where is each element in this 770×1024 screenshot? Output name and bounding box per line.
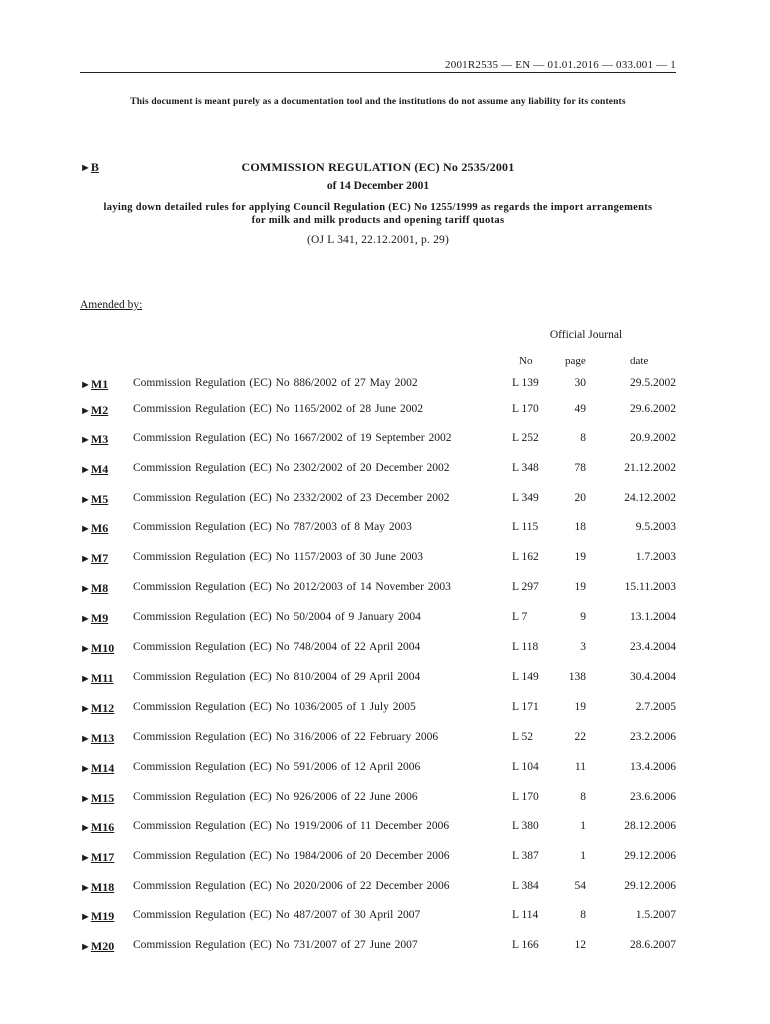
amendment-row [80, 521, 676, 537]
oj-number: L 252 [512, 432, 539, 444]
marker-code: M2 [90, 403, 109, 417]
amendment-description: Commission Regulation (EC) No 748/2004 of 22 April 2004 [133, 641, 421, 653]
official-journal-heading: Official Journal [549, 329, 623, 341]
oj-date: 29.12.2006 [624, 880, 676, 892]
oj-date: 30.4.2004 [630, 671, 676, 683]
amendment-description: Commission Regulation (EC) No 2332/2002 of 23 December 2002 [133, 492, 450, 504]
amendment-marker[interactable] [80, 761, 114, 776]
amendment-description: Commission Regulation (EC) No 1667/2002 of 19 September 2002 [133, 432, 452, 444]
amendment-row [80, 671, 676, 687]
amendment-marker[interactable] [80, 492, 108, 507]
marker-code: M13 [90, 731, 115, 745]
oj-number: L 118 [512, 641, 539, 653]
marker-code: M3 [90, 432, 109, 446]
amendment-row [80, 641, 676, 657]
document-reference: 2001R2535 — EN — 01.01.2016 — 033.001 — 1 [445, 59, 676, 71]
oj-number: L 170 [512, 791, 539, 803]
amendment-description: Commission Regulation (EC) No 1984/2006 of 20 December 2006 [133, 850, 450, 862]
amendment-row [80, 909, 676, 925]
amended-by-heading: Amended by: [80, 299, 143, 311]
marker-arrow-icon: ► [80, 882, 91, 894]
amendment-marker[interactable] [80, 880, 114, 895]
amendment-description: Commission Regulation (EC) No 731/2007 of 27 June 2007 [133, 939, 418, 951]
oj-page: 8 [580, 432, 586, 444]
oj-page: 12 [574, 939, 586, 951]
oj-date: 20.9.2002 [630, 432, 676, 444]
oj-date: 15.11.2003 [624, 581, 676, 593]
oj-page: 19 [574, 701, 586, 713]
oj-number: L 387 [512, 850, 539, 862]
amendment-row [80, 377, 676, 393]
oj-number: L 171 [512, 701, 539, 713]
oj-page: 30 [574, 377, 586, 389]
oj-date: 24.12.2002 [624, 492, 676, 504]
amendment-row [80, 492, 676, 508]
oj-page: 20 [574, 492, 586, 504]
oj-date: 28.12.2006 [624, 820, 676, 832]
amendment-marker[interactable] [80, 377, 108, 392]
regulation-title: COMMISSION REGULATION (EC) No 2535/2001 [241, 160, 515, 174]
amendment-description: Commission Regulation (EC) No 1157/2003 of 30 June 2003 [133, 551, 423, 563]
amendment-description: Commission Regulation (EC) No 316/2006 of 22 February 2006 [133, 731, 439, 743]
marker-code: M6 [90, 521, 109, 535]
amendment-marker[interactable] [80, 939, 114, 954]
amendment-marker[interactable] [80, 791, 114, 806]
marker-code: M4 [90, 462, 109, 476]
marker-arrow-icon: ► [80, 793, 91, 805]
amendment-description: Commission Regulation (EC) No 1036/2005 of 1 July 2005 [133, 701, 416, 713]
oj-date: 29.6.2002 [630, 403, 676, 415]
marker-arrow-icon: ► [80, 763, 91, 775]
marker-arrow-icon: ► [80, 464, 91, 476]
amendment-row [80, 850, 676, 866]
oj-number: L 52 [512, 731, 533, 743]
amendment-description: Commission Regulation (EC) No 810/2004 of 29 April 2004 [133, 671, 421, 683]
column-header-date: date [630, 355, 649, 367]
oj-page: 54 [574, 880, 586, 892]
amendment-description: Commission Regulation (EC) No 50/2004 of 9 January 2004 [133, 611, 421, 623]
amendment-row [80, 462, 676, 478]
marker-arrow-icon: ► [80, 613, 91, 625]
marker-arrow-icon: ► [80, 941, 91, 953]
marker-code: B [90, 160, 99, 174]
column-header-no: No [519, 355, 533, 367]
oj-date: 13.1.2004 [630, 611, 676, 623]
oj-number: L 297 [512, 581, 539, 593]
amendment-row [80, 432, 676, 448]
oj-page: 8 [580, 909, 586, 921]
amendment-row [80, 701, 676, 717]
marker-code: M18 [90, 880, 115, 894]
marker-code: M7 [90, 551, 109, 565]
oj-page: 11 [574, 761, 586, 773]
amendment-description: Commission Regulation (EC) No 886/2002 of 27 May 2002 [133, 377, 418, 389]
regulation-subject: laying down detailed rules for applying Council Regulation (EC) No 1255/1999 as regards the import arrangements for milk and milk products and opening tariff quotas [103, 202, 653, 226]
oj-page: 9 [580, 611, 586, 623]
oj-page: 3 [580, 641, 586, 653]
oj-date: 2.7.2005 [635, 701, 676, 713]
oj-date: 23.2.2006 [630, 731, 676, 743]
marker-arrow-icon: ► [80, 852, 91, 864]
amendment-row [80, 939, 676, 955]
marker-arrow-icon: ► [80, 733, 91, 745]
oj-date: 9.5.2003 [635, 521, 676, 533]
oj-date: 23.6.2006 [630, 791, 676, 803]
oj-date: 13.4.2006 [630, 761, 676, 773]
amendment-description: Commission Regulation (EC) No 2302/2002 of 20 December 2002 [133, 462, 450, 474]
amendment-marker[interactable] [80, 701, 114, 716]
marker-code: M8 [90, 581, 109, 595]
amendment-description: Commission Regulation (EC) No 1165/2002 of 28 June 2002 [133, 403, 423, 415]
oj-date: 23.4.2004 [630, 641, 676, 653]
amendment-marker[interactable] [80, 671, 114, 686]
amendment-row [80, 820, 676, 836]
oj-page: 1 [580, 820, 586, 832]
amendment-marker[interactable] [80, 850, 114, 865]
oj-number: L 162 [512, 551, 539, 563]
oj-page: 78 [574, 462, 586, 474]
marker-arrow-icon: ► [80, 673, 91, 685]
amendment-marker[interactable] [80, 432, 108, 447]
amendment-description: Commission Regulation (EC) No 787/2003 of 8 May 2003 [133, 521, 412, 533]
amendment-marker[interactable] [80, 521, 108, 536]
oj-date: 1.7.2003 [635, 551, 676, 563]
oj-number: L 114 [512, 909, 539, 921]
oj-number: L 380 [512, 820, 539, 832]
amendment-marker[interactable] [80, 581, 108, 596]
marker-arrow-icon: ► [80, 494, 91, 506]
marker-arrow-icon: ► [80, 583, 91, 595]
marker-arrow-icon: ► [80, 379, 91, 391]
marker-code: M11 [90, 671, 114, 685]
oj-page: 8 [580, 791, 586, 803]
marker-arrow-icon: ► [80, 703, 91, 715]
marker-arrow-icon: ► [80, 643, 91, 655]
amendment-description: Commission Regulation (EC) No 591/2006 of 12 April 2006 [133, 761, 421, 773]
marker-code: M10 [90, 641, 115, 655]
header-divider [80, 72, 676, 73]
oj-page: 19 [574, 551, 586, 563]
marker-code: M19 [90, 909, 115, 923]
oj-number: L 384 [512, 880, 539, 892]
amendment-row [80, 731, 676, 747]
disclaimer: This document is meant purely as a documentation tool and the institutions do not assume any liability for its contents [130, 97, 626, 107]
oj-page: 18 [574, 521, 586, 533]
oj-number: L 349 [512, 492, 539, 504]
amendment-marker[interactable] [80, 909, 114, 924]
oj-page: 49 [574, 403, 586, 415]
oj-number: L 115 [512, 521, 539, 533]
amendment-description: Commission Regulation (EC) No 2020/2006 of 22 December 2006 [133, 880, 450, 892]
oj-page: 22 [574, 731, 586, 743]
amendment-row [80, 551, 676, 567]
marker-code: M14 [90, 761, 115, 775]
amendment-row [80, 761, 676, 777]
oj-number: L 139 [512, 377, 539, 389]
marker-code: M16 [90, 820, 115, 834]
amendment-marker[interactable] [80, 551, 108, 566]
oj-number: L 104 [512, 761, 539, 773]
oj-date: 21.12.2002 [624, 462, 676, 474]
oj-date: 1.5.2007 [635, 909, 676, 921]
marker-code: M12 [90, 701, 115, 715]
amendment-row [80, 403, 676, 419]
marker-arrow-icon: ► [80, 434, 91, 446]
oj-page: 19 [574, 581, 586, 593]
amendment-row [80, 611, 676, 627]
amendment-description: Commission Regulation (EC) No 487/2007 of 30 April 2007 [133, 909, 421, 921]
marker-arrow-icon: ► [80, 405, 91, 417]
oj-number: L 149 [512, 671, 539, 683]
oj-number: L 166 [512, 939, 539, 951]
basic-act-marker[interactable] [80, 160, 99, 175]
amendment-marker[interactable] [80, 403, 108, 418]
marker-arrow-icon: ► [80, 911, 91, 923]
oj-page: 1 [580, 850, 586, 862]
marker-arrow-icon: ► [80, 523, 91, 535]
marker-code: M20 [90, 939, 115, 953]
amendment-description: Commission Regulation (EC) No 926/2006 of 22 June 2006 [133, 791, 418, 803]
marker-arrow-icon: ► [80, 822, 91, 834]
marker-code: M15 [90, 791, 115, 805]
oj-number: L 7 [512, 611, 528, 623]
marker-arrow-icon: ► [80, 162, 91, 174]
amendment-marker[interactable] [80, 820, 114, 835]
marker-code: M5 [90, 492, 109, 506]
oj-date: 29.12.2006 [624, 850, 676, 862]
amendment-row [80, 880, 676, 896]
oj-date: 29.5.2002 [630, 377, 676, 389]
marker-arrow-icon: ► [80, 553, 91, 565]
oj-number: L 348 [512, 462, 539, 474]
amendment-marker[interactable] [80, 731, 114, 746]
oj-number: L 170 [512, 403, 539, 415]
amendment-marker[interactable] [80, 641, 114, 656]
amendment-marker[interactable] [80, 611, 108, 626]
column-header-page: page [565, 355, 586, 367]
amendment-description: Commission Regulation (EC) No 2012/2003 of 14 November 2003 [133, 581, 451, 593]
marker-code: M1 [90, 377, 109, 391]
amendment-row [80, 791, 676, 807]
amendment-row [80, 581, 676, 597]
amendment-description: Commission Regulation (EC) No 1919/2006 of 11 December 2006 [133, 820, 450, 832]
oj-date: 28.6.2007 [630, 939, 676, 951]
oj-page: 138 [568, 671, 586, 683]
marker-code: M17 [90, 850, 115, 864]
marker-code: M9 [90, 611, 109, 625]
regulation-date: of 14 December 2001 [326, 180, 430, 192]
oj-reference: (OJ L 341, 22.12.2001, p. 29) [306, 234, 450, 246]
amendment-marker[interactable] [80, 462, 108, 477]
